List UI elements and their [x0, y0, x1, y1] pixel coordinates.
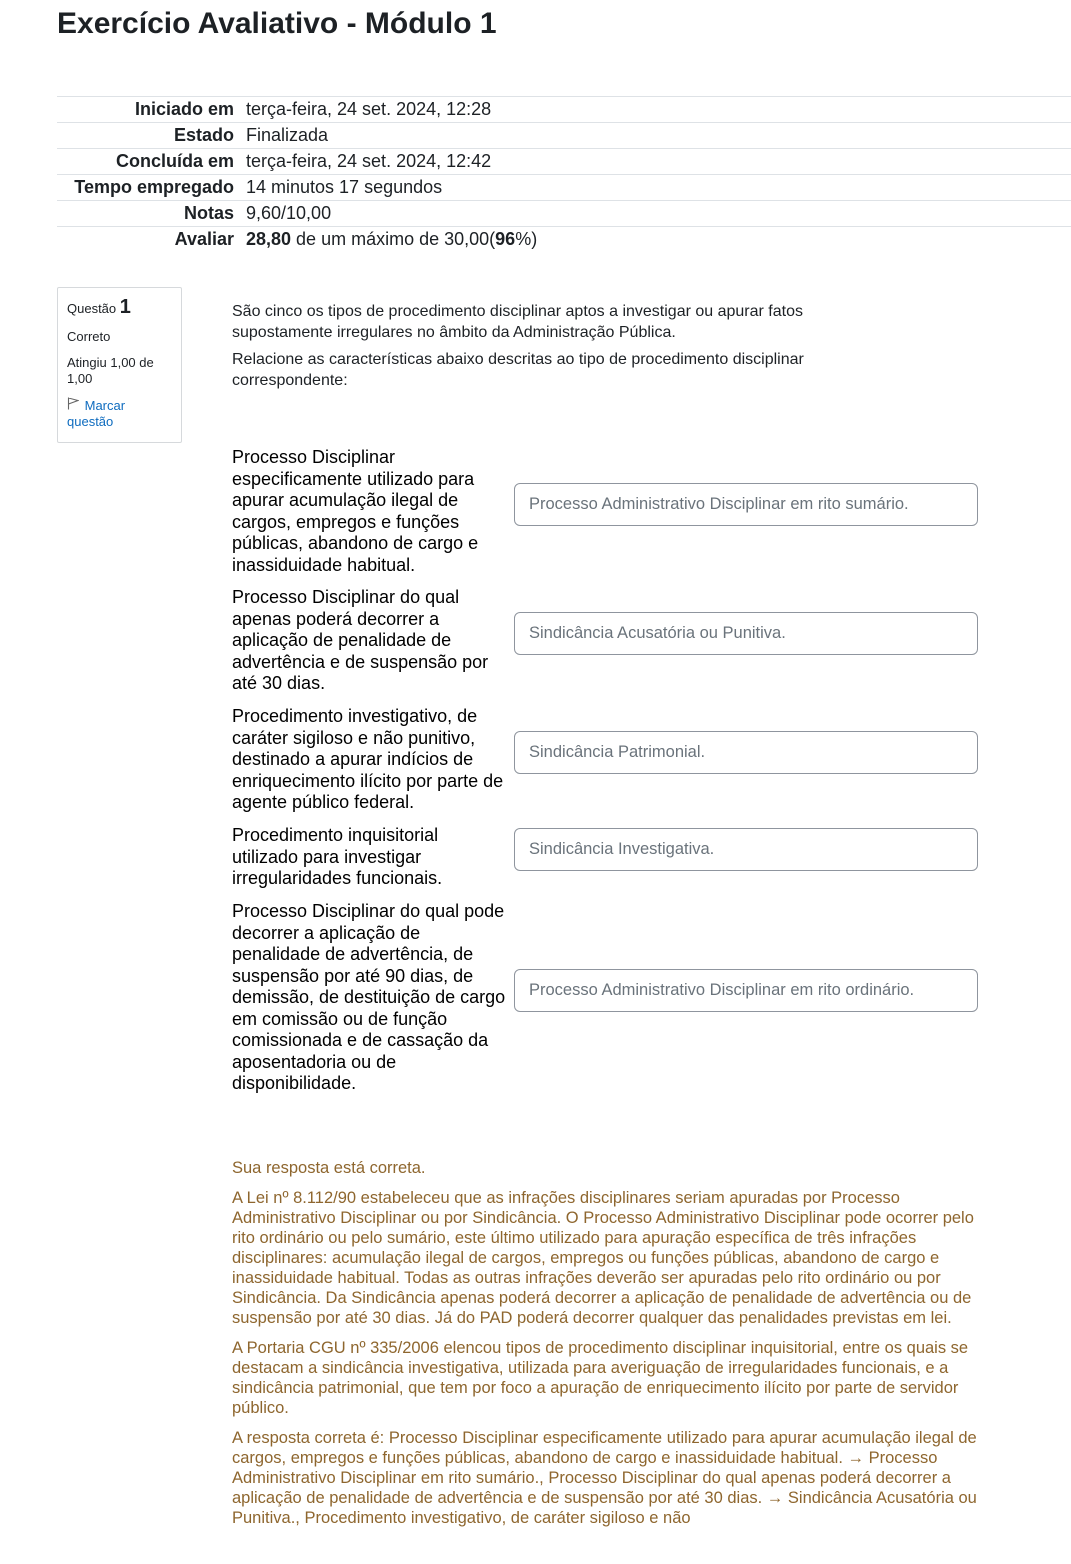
match-stem: Processo Disciplinar do qual pode decorrer a aplicação de penalidade de advertência, de suspensão por até 90 dias, de demissão, de destituição de cargo em comissão ou de função comissionada e de cassação da aposentadoria ou de disponibilidade.	[232, 901, 506, 1093]
general-feedback-paragraph: A Portaria CGU nº 335/2006 elencou tipos de procedimento disciplinar inquisitorial, entre os quais se destacam a sindicância investigativa, utilizada para averiguação de irregularidades funcionais, e a sindicância patrimonial, que tem por foco a apuração de enriquecimento ilícito por parte de servidor público.	[232, 1339, 969, 1417]
question-label: Questão	[67, 301, 117, 316]
summary-row-grade	[57, 227, 1071, 253]
summary-value	[241, 227, 1071, 253]
summary-row-state	[57, 123, 1071, 149]
question-feedback	[232, 1158, 977, 1538]
attempt-summary-table	[57, 96, 1071, 252]
question-info-box	[57, 287, 182, 443]
general-feedback-paragraph: A Lei nº 8.112/90 estabeleceu que as infrações disciplinares seriam apuradas por Processo Administrativo Disciplinar ou por Sindicância. O Processo Administrativo Disciplinar pode ocorrer pelo rito ordinário ou pelo sumário, este último utilizado para apuração específica de três infrações disciplinares: acumulação ilegal de cargos, empregos ou funções públicas, abandono de cargo e inassiduidade habitual. Todas as outras infrações deverão ser apuradas pelo rito ordinário ou por Sindicância. Da Sindicância apenas poderá decorrer a aplicação de penalidade de advertência ou de suspensão por até 30 dias. Já do PAD poderá decorrer qualquer das penalidades previstas em lei.	[232, 1189, 974, 1327]
summary-value: 9,60/10,00	[246, 203, 332, 223]
match-answer-select[interactable]: Processo Administrativo Disciplinar em rito ordinário.	[514, 969, 978, 1012]
match-stem: Procedimento investigativo, de caráter sigiloso e não punitivo, destinado a apurar indícios de enriquecimento ilícito por parte de agente público federal.	[232, 706, 504, 812]
summary-label: Tempo empregado	[74, 177, 234, 197]
flag-question-label: Marcar questão	[67, 398, 126, 429]
match-answer-select[interactable]: Sindicância Acusatória ou Punitiva.	[514, 612, 978, 655]
summary-value: 14 minutos 17 segundos	[246, 177, 443, 197]
grade-score: 28,80	[246, 229, 292, 249]
match-answer-select[interactable]: Sindicância Investigativa.	[514, 828, 978, 871]
summary-row-completed	[57, 149, 1071, 175]
question-number-value: 1	[119, 296, 131, 318]
match-stem: Procedimento inquisitorial utilizado para investigar irregularidades funcionais.	[232, 825, 443, 888]
summary-value: terça-feira, 24 set. 2024, 12:28	[246, 99, 492, 119]
question-number	[67, 296, 172, 320]
right-answer-text: A resposta correta é: Processo Disciplinar especificamente utilizado para apurar acumulação ilegal de cargos, empregos e funções públicas, abandono de cargo e inassiduidade habitual. → Processo Administrativo Disciplinar em rito sumário., Processo Disciplinar do qual apenas poderá decorrer a aplicação de penalidade de advertência e de suspensão por até 30 dias. → Sindicância Acusatória ou Punitiva., Procedimento investigativo, de caráter sigiloso e não	[232, 1429, 977, 1527]
summary-row-started	[57, 97, 1071, 123]
match-stem: Processo Disciplinar especificamente utilizado para apurar acumulação ilegal de cargos, empregos e funções públicas, abandono de cargo e inassiduidade habitual.	[232, 447, 479, 575]
summary-value: terça-feira, 24 set. 2024, 12:42	[246, 151, 492, 171]
question-intro-paragraph: Relacione as características abaixo descritas ao tipo de procedimento disciplinar correspondente:	[232, 351, 804, 389]
summary-label: Estado	[173, 125, 234, 145]
match-answer-select[interactable]: Sindicância Patrimonial.	[514, 731, 978, 774]
flag-question-link[interactable]	[67, 397, 172, 430]
grade-middle: de um máximo de 30,00(	[291, 229, 496, 249]
feedback-status: Sua resposta está correta.	[232, 1159, 426, 1177]
question-state: Correto	[67, 329, 111, 344]
match-answer-select[interactable]: Processo Administrativo Disciplinar em rito sumário.	[514, 483, 978, 526]
question-text	[232, 301, 892, 397]
question-intro-paragraph: São cinco os tipos de procedimento disciplinar aptos a investigar ou apurar fatos supostamente irregulares no âmbito da Administração Pública.	[232, 303, 803, 341]
grade-suffix: %)	[515, 229, 538, 249]
summary-value: Finalizada	[246, 125, 329, 145]
flag-icon	[67, 397, 81, 414]
match-stem: Processo Disciplinar do qual apenas poderá decorrer a aplicação de penalidade de advertência e de suspensão por até 30 dias.	[232, 587, 489, 693]
summary-label: Avaliar	[174, 229, 234, 249]
summary-row-marks	[57, 201, 1071, 227]
page-title: Exercício Avaliativo - Módulo 1	[57, 7, 497, 40]
summary-label: Concluída em	[115, 151, 234, 171]
summary-label: Notas	[183, 203, 234, 223]
summary-label: Iniciado em	[134, 99, 234, 119]
grade-percent: 96	[495, 229, 516, 249]
summary-row-time-taken	[57, 175, 1071, 201]
question-grade: Atingiu 1,00 de 1,00	[67, 355, 154, 386]
